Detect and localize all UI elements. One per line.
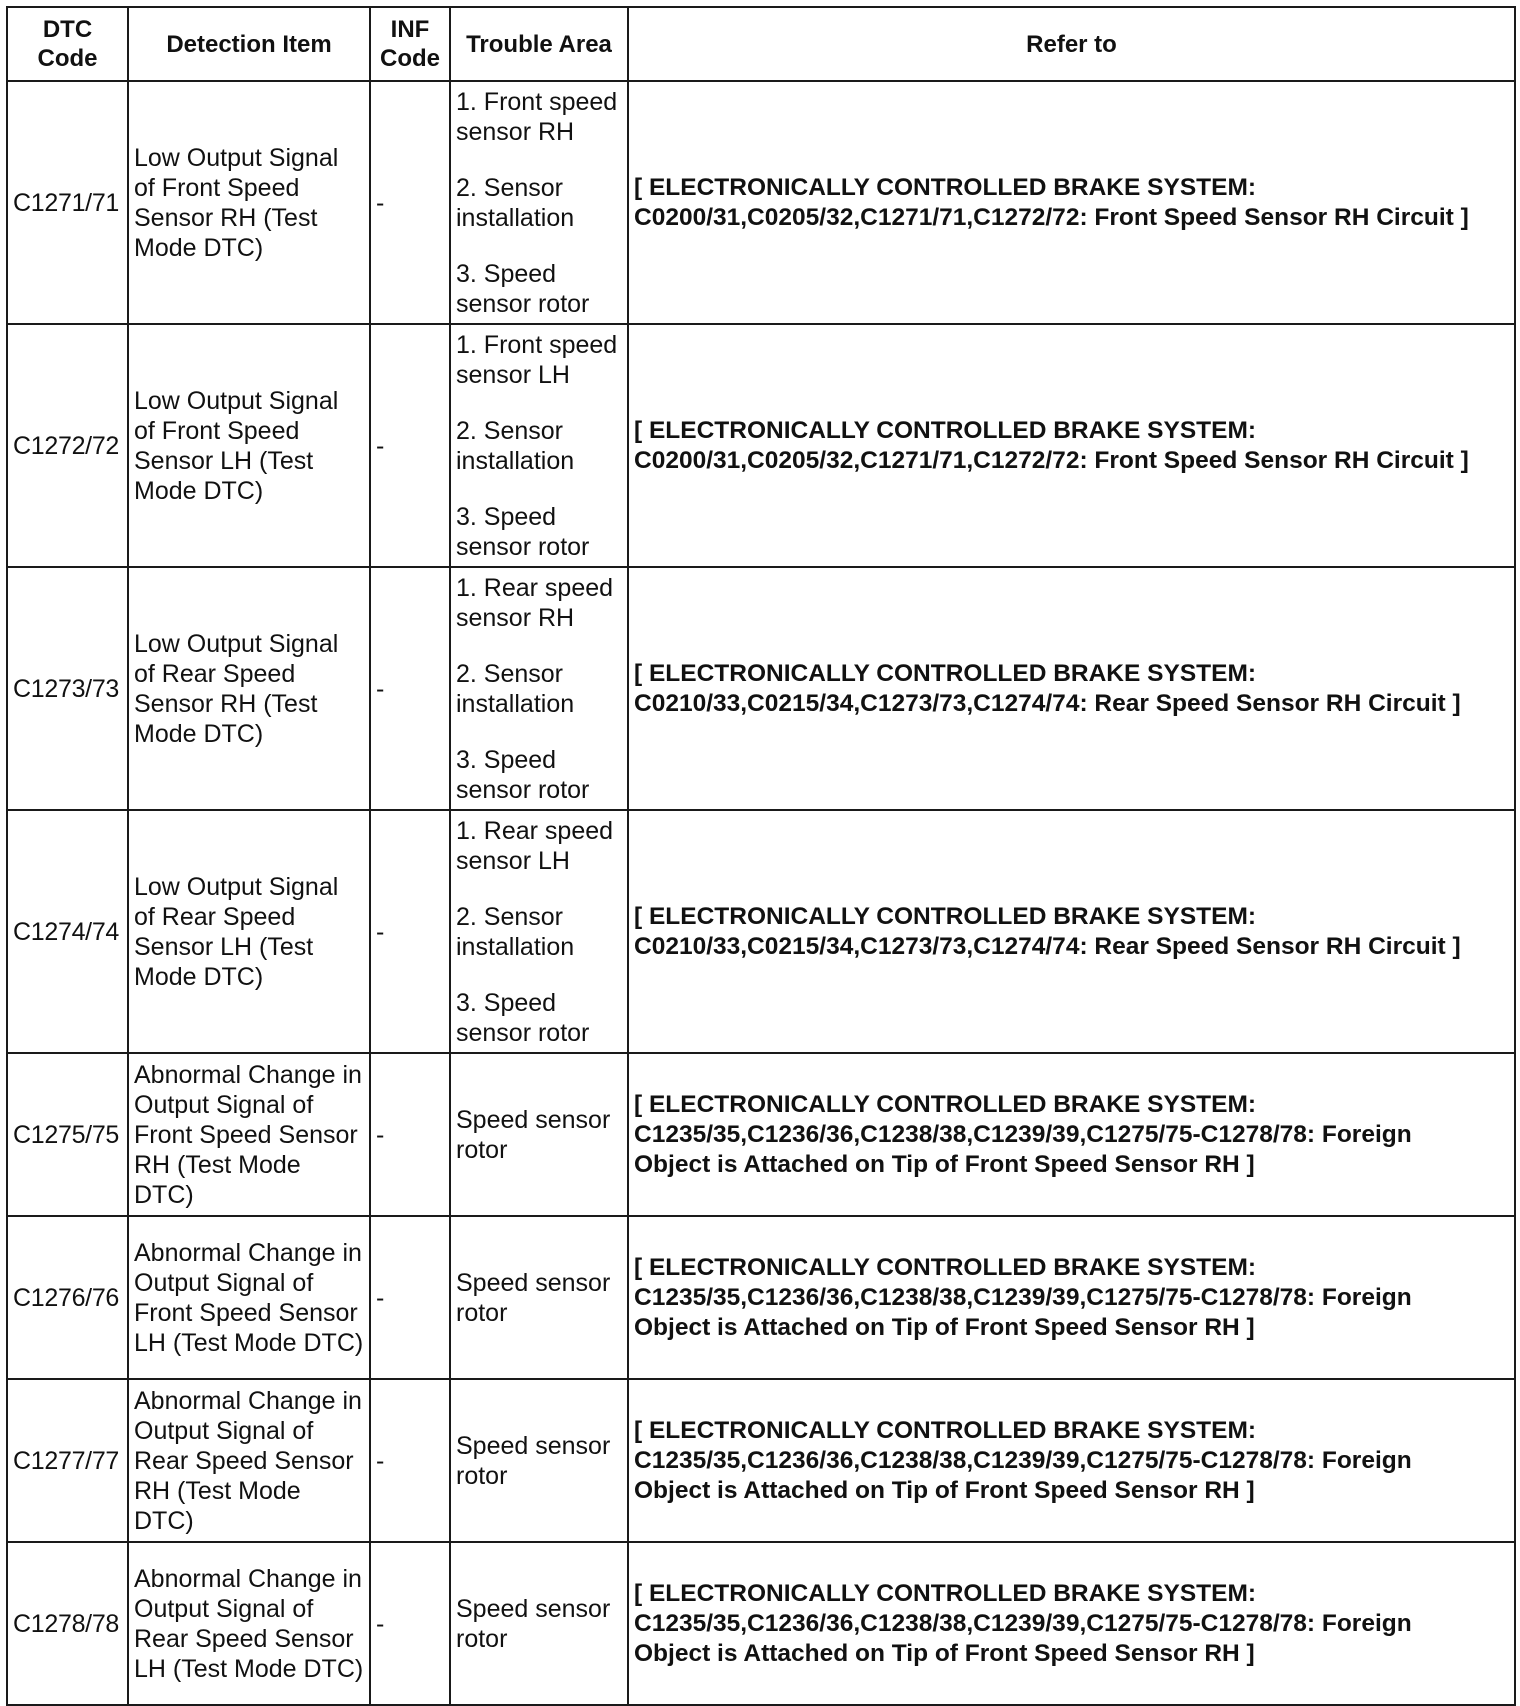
detection-item-cell: Abnormal Change in Output Signal of Front Speed Sensor RH (Test Mode DTC) <box>128 1053 370 1216</box>
trouble-area-item: 2. Sensor installation <box>456 659 575 718</box>
table-row <box>7 1053 1515 1216</box>
header-inf-code: INF Code <box>370 7 450 81</box>
refer-to-line: [ ELECTRONICALLY CONTROLLED BRAKE SYSTEM: <box>634 1416 1257 1444</box>
header-detection-item: Detection Item <box>128 7 370 81</box>
refer-to-link[interactable] <box>628 1053 1515 1216</box>
header-dtc-code: DTC Code <box>7 7 128 81</box>
refer-to-link[interactable] <box>628 567 1515 810</box>
table-row <box>7 1379 1515 1542</box>
refer-to-link[interactable] <box>628 324 1515 567</box>
table-row <box>7 81 1515 324</box>
refer-to-line: [ ELECTRONICALLY CONTROLLED BRAKE SYSTEM: <box>634 1090 1257 1118</box>
detection-item-cell: Abnormal Change in Output Signal of Rear Speed Sensor LH (Test Mode DTC) <box>128 1542 370 1705</box>
refer-to-link[interactable] <box>628 1379 1515 1542</box>
refer-to-line: C1235/35,C1236/36,C1238/38,C1239/39,C1275/75-C1278/78: Foreign <box>634 1609 1412 1637</box>
trouble-area-item: 1. Rear speed sensor LH <box>456 816 614 875</box>
refer-to-line: [ ELECTRONICALLY CONTROLLED BRAKE SYSTEM: <box>634 173 1257 201</box>
inf-code-cell: - <box>370 1216 450 1379</box>
inf-code-cell: - <box>370 324 450 567</box>
dtc-code-cell: C1278/78 <box>7 1542 128 1705</box>
trouble-area-cell: Speed sensor rotor <box>450 1216 628 1379</box>
table-row <box>7 810 1515 1053</box>
detection-item-cell: Abnormal Change in Output Signal of Rear Speed Sensor RH (Test Mode DTC) <box>128 1379 370 1542</box>
refer-to-line: [ ELECTRONICALLY CONTROLLED BRAKE SYSTEM: <box>634 1579 1257 1607</box>
refer-to-line: [ ELECTRONICALLY CONTROLLED BRAKE SYSTEM: <box>634 902 1257 930</box>
trouble-area-cell <box>450 810 628 1053</box>
inf-code-cell: - <box>370 810 450 1053</box>
dtc-code-cell: C1274/74 <box>7 810 128 1053</box>
trouble-area-cell <box>450 81 628 324</box>
dtc-code-cell: C1277/77 <box>7 1379 128 1542</box>
trouble-area-cell <box>450 567 628 810</box>
refer-to-link[interactable] <box>628 1542 1515 1705</box>
table-row <box>7 1542 1515 1705</box>
trouble-area-item: 2. Sensor installation <box>456 173 575 232</box>
trouble-area-item: 3. Speed sensor rotor <box>456 259 590 318</box>
inf-code-cell: - <box>370 567 450 810</box>
dtc-code-cell: C1273/73 <box>7 567 128 810</box>
detection-item-cell: Low Output Signal of Front Speed Sensor LH (Test Mode DTC) <box>128 324 370 567</box>
trouble-area-cell <box>450 324 628 567</box>
detection-item-cell: Abnormal Change in Output Signal of Front Speed Sensor LH (Test Mode DTC) <box>128 1216 370 1379</box>
trouble-area-cell: Speed sensor rotor <box>450 1053 628 1216</box>
refer-to-link[interactable] <box>628 810 1515 1053</box>
refer-to-line: C1235/35,C1236/36,C1238/38,C1239/39,C1275/75-C1278/78: Foreign <box>634 1283 1412 1311</box>
refer-to-line: [ ELECTRONICALLY CONTROLLED BRAKE SYSTEM: <box>634 416 1257 444</box>
trouble-area-item: 1. Front speed sensor LH <box>456 330 618 389</box>
refer-to-line: C1235/35,C1236/36,C1238/38,C1239/39,C1275/75-C1278/78: Foreign <box>634 1120 1412 1148</box>
inf-code-cell: - <box>370 1053 450 1216</box>
refer-to-line: [ ELECTRONICALLY CONTROLLED BRAKE SYSTEM: <box>634 1253 1257 1281</box>
detection-item-cell: Low Output Signal of Rear Speed Sensor LH (Test Mode DTC) <box>128 810 370 1053</box>
trouble-area-cell: Speed sensor rotor <box>450 1379 628 1542</box>
inf-code-cell: - <box>370 81 450 324</box>
table-row <box>7 324 1515 567</box>
dtc-table <box>6 6 1516 1706</box>
trouble-area-item: 2. Sensor installation <box>456 416 575 475</box>
header-trouble-area: Trouble Area <box>450 7 628 81</box>
table-header-row <box>7 7 1515 81</box>
trouble-area-item: 3. Speed sensor rotor <box>456 745 590 804</box>
dtc-code-cell: C1276/76 <box>7 1216 128 1379</box>
refer-to-line: Object is Attached on Tip of Front Speed Sensor RH ] <box>634 1150 1255 1178</box>
trouble-area-item: 2. Sensor installation <box>456 902 575 961</box>
trouble-area-item: 3. Speed sensor rotor <box>456 988 590 1047</box>
trouble-area-item: 1. Front speed sensor RH <box>456 87 618 146</box>
detection-item-cell: Low Output Signal of Rear Speed Sensor RH (Test Mode DTC) <box>128 567 370 810</box>
refer-to-line: [ ELECTRONICALLY CONTROLLED BRAKE SYSTEM: <box>634 659 1257 687</box>
inf-code-cell: - <box>370 1542 450 1705</box>
refer-to-line: C0210/33,C0215/34,C1273/73,C1274/74: Rear Speed Sensor RH Circuit ] <box>634 932 1461 960</box>
table-row <box>7 567 1515 810</box>
refer-to-line: Object is Attached on Tip of Front Speed Sensor RH ] <box>634 1639 1255 1667</box>
refer-to-line: Object is Attached on Tip of Front Speed Sensor RH ] <box>634 1476 1255 1504</box>
inf-code-cell: - <box>370 1379 450 1542</box>
dtc-code-cell: C1275/75 <box>7 1053 128 1216</box>
trouble-area-item: 3. Speed sensor rotor <box>456 502 590 561</box>
dtc-table-container <box>6 6 1514 1698</box>
refer-to-link[interactable] <box>628 1216 1515 1379</box>
refer-to-line: C0200/31,C0205/32,C1271/71,C1272/72: Front Speed Sensor RH Circuit ] <box>634 203 1469 231</box>
refer-to-link[interactable] <box>628 81 1515 324</box>
header-refer-to: Refer to <box>628 7 1515 81</box>
refer-to-line: C0210/33,C0215/34,C1273/73,C1274/74: Rear Speed Sensor RH Circuit ] <box>634 689 1461 717</box>
dtc-code-cell: C1271/71 <box>7 81 128 324</box>
trouble-area-cell: Speed sensor rotor <box>450 1542 628 1705</box>
refer-to-line: Object is Attached on Tip of Front Speed Sensor RH ] <box>634 1313 1255 1341</box>
refer-to-line: C0200/31,C0205/32,C1271/71,C1272/72: Front Speed Sensor RH Circuit ] <box>634 446 1469 474</box>
trouble-area-item: 1. Rear speed sensor RH <box>456 573 614 632</box>
detection-item-cell: Low Output Signal of Front Speed Sensor RH (Test Mode DTC) <box>128 81 370 324</box>
dtc-code-cell: C1272/72 <box>7 324 128 567</box>
refer-to-line: C1235/35,C1236/36,C1238/38,C1239/39,C1275/75-C1278/78: Foreign <box>634 1446 1412 1474</box>
table-row <box>7 1216 1515 1379</box>
